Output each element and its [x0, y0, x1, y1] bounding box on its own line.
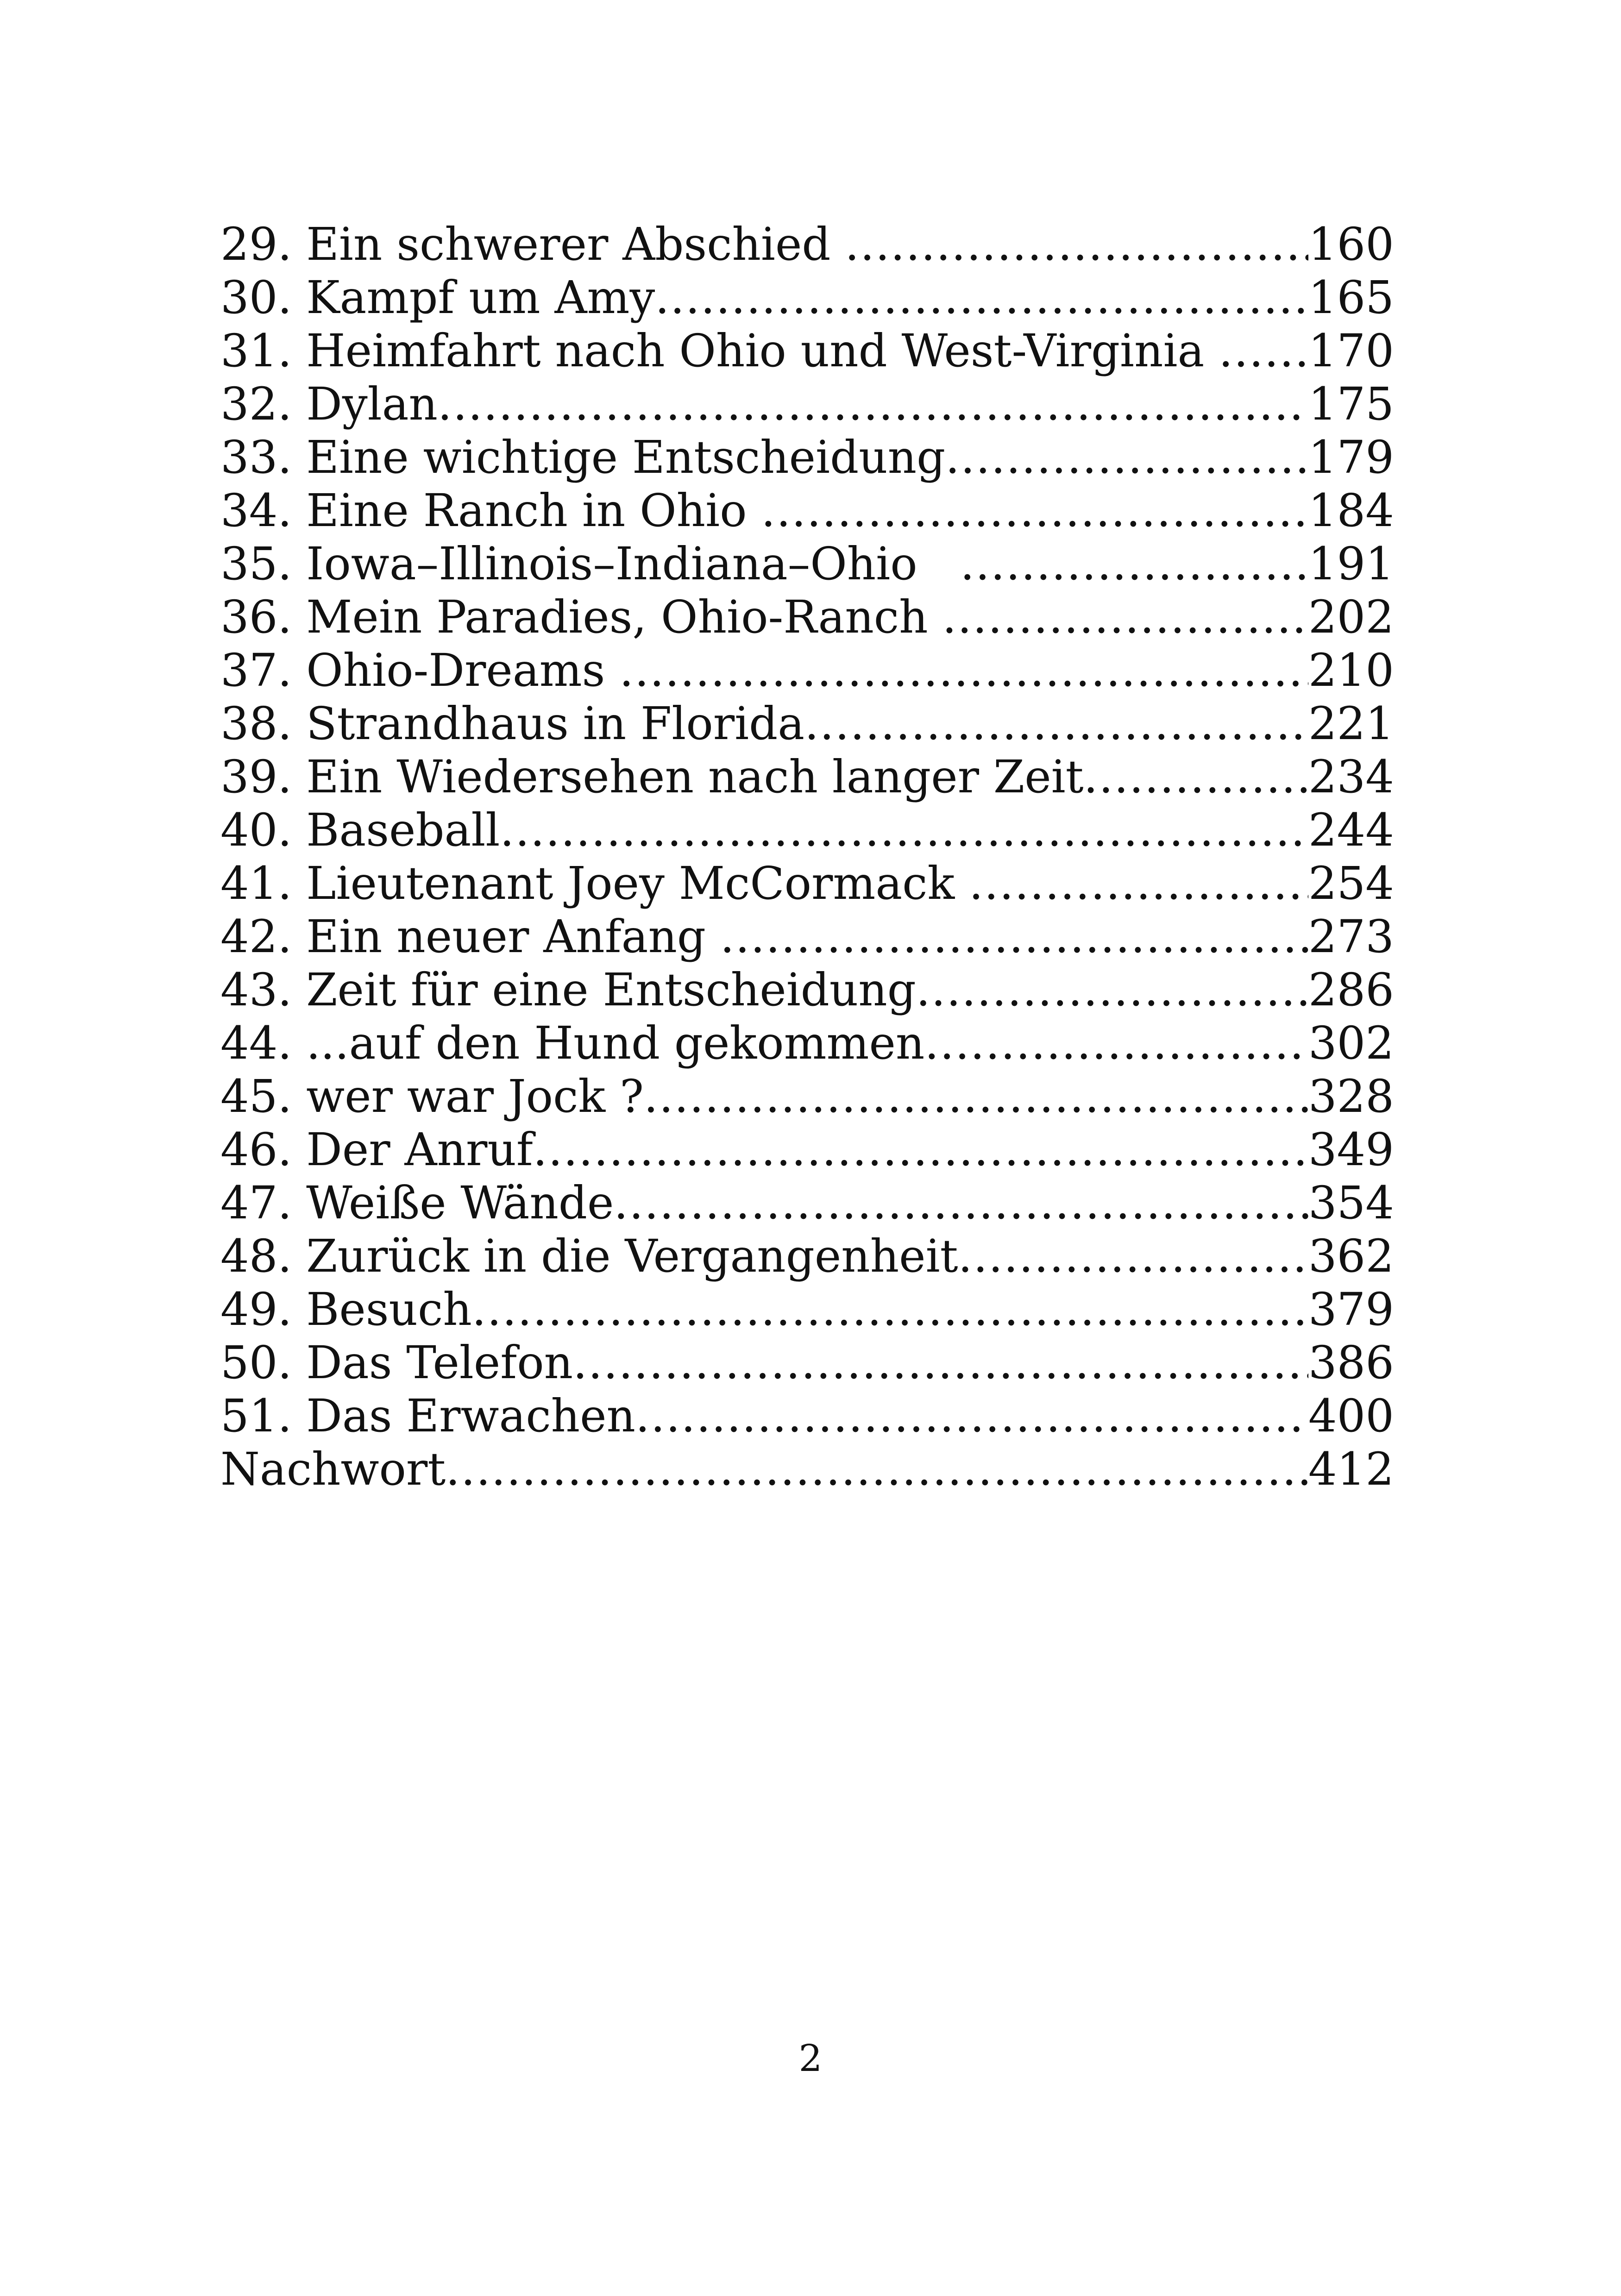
toc-dot-leader	[761, 484, 1308, 537]
toc-entry-page: 184	[1308, 484, 1394, 537]
toc-entry-title: 51. Das Erwachen	[220, 1390, 636, 1442]
toc-dot-leader	[614, 1176, 1308, 1230]
toc-entry-title: 34. Eine Ranch in Ohio	[220, 484, 761, 537]
toc-dot-leader	[969, 857, 1308, 910]
toc-entry-page: 165	[1308, 271, 1394, 324]
toc-dot-leader	[619, 644, 1308, 697]
toc-entry-page: 175	[1308, 378, 1394, 430]
toc-entry-page: 202	[1308, 591, 1394, 643]
toc-entry	[220, 857, 1394, 910]
toc-entry	[220, 590, 1394, 644]
toc-dot-leader	[845, 218, 1308, 271]
toc-dot-leader	[533, 1123, 1308, 1176]
toc-dot-leader	[472, 1283, 1308, 1336]
toc-entry	[220, 1230, 1394, 1283]
toc-entry-title: Nachwort	[220, 1443, 446, 1495]
toc-entry-title: 32. Dylan	[220, 378, 438, 430]
toc-dot-leader	[1084, 750, 1308, 803]
toc-entry	[220, 963, 1394, 1016]
toc-entry-page: 400	[1308, 1390, 1394, 1442]
toc-entry-title: 30. Kampf um Amy	[220, 271, 655, 324]
toc-dot-leader	[958, 1230, 1308, 1283]
toc-entry-title: 44. ...auf den Hund gekommen	[220, 1017, 925, 1069]
toc-dot-leader	[635, 1389, 1308, 1443]
toc-entry-title: 38. Strandhaus in Florida	[220, 697, 805, 750]
toc-dot-leader	[446, 1443, 1308, 1496]
toc-entry-title: 41. Lieutenant Joey McCormack	[220, 857, 969, 910]
toc-entry	[220, 803, 1394, 857]
toc-entry	[220, 910, 1394, 963]
toc-entry	[220, 1016, 1394, 1070]
toc-dot-leader	[500, 803, 1308, 857]
toc-entry-title: 45. wer war Jock ?	[220, 1070, 644, 1123]
toc-dot-leader	[924, 1016, 1308, 1070]
toc-dot-leader	[916, 963, 1308, 1016]
toc-dot-leader	[1219, 324, 1308, 377]
toc-dot-leader	[720, 910, 1308, 963]
toc-entry-title: 36. Mein Paradies, Ohio-Ranch	[220, 591, 942, 643]
toc-entry-title: 31. Heimfahrt nach Ohio und West-Virginia	[220, 325, 1219, 377]
toc-entry	[220, 1443, 1394, 1496]
toc-entry	[220, 218, 1394, 271]
toc-entry-page: 362	[1308, 1230, 1394, 1282]
toc-entry-title: 40. Baseball	[220, 804, 500, 856]
toc-dot-leader	[438, 377, 1308, 431]
toc-entry-page: 234	[1308, 751, 1394, 803]
toc-entry	[220, 1336, 1394, 1389]
toc-entry	[220, 750, 1394, 803]
toc-entry-title: 43. Zeit für eine Entscheidung	[220, 964, 916, 1016]
toc-dot-leader	[942, 590, 1308, 644]
toc-entry-title: 37. Ohio-Dreams	[220, 644, 620, 696]
table-of-contents	[220, 218, 1394, 1496]
toc-entry	[220, 537, 1394, 590]
toc-entry-page: 191	[1308, 538, 1394, 590]
toc-dot-leader	[573, 1336, 1308, 1389]
toc-dot-leader	[960, 537, 1308, 590]
toc-entry-page: 354	[1308, 1177, 1394, 1229]
toc-entry-page: 328	[1308, 1070, 1394, 1123]
toc-entry	[220, 1070, 1394, 1123]
toc-entry-title: 42. Ein neuer Anfang	[220, 910, 720, 963]
toc-entry	[220, 377, 1394, 431]
toc-entry	[220, 1389, 1394, 1443]
toc-entry-title: 50. Das Telefon	[220, 1336, 573, 1389]
toc-entry-page: 273	[1308, 910, 1394, 963]
toc-entry-page: 386	[1308, 1336, 1394, 1389]
toc-entry	[220, 324, 1394, 377]
toc-entry-page: 160	[1308, 218, 1394, 270]
toc-entry-title: 46. Der Anruf	[220, 1123, 533, 1176]
toc-dot-leader	[644, 1070, 1308, 1123]
toc-entry-title: 29. Ein schwerer Abschied	[220, 218, 845, 270]
toc-entry-page: 254	[1308, 857, 1394, 910]
toc-entry-page: 179	[1308, 431, 1394, 483]
toc-entry	[220, 1123, 1394, 1176]
toc-entry-title: 49. Besuch	[220, 1283, 472, 1336]
toc-entry	[220, 271, 1394, 324]
toc-entry-title: 47. Weiße Wände	[220, 1177, 614, 1229]
toc-entry-page: 412	[1308, 1443, 1394, 1495]
toc-entry	[220, 1176, 1394, 1230]
toc-entry-title: 33. Eine wichtige Entscheidung	[220, 431, 946, 483]
toc-entry-page: 286	[1308, 964, 1394, 1016]
toc-entry-page: 349	[1308, 1123, 1394, 1176]
toc-entry	[220, 644, 1394, 697]
toc-entry	[220, 484, 1394, 537]
toc-entry-page: 302	[1308, 1017, 1394, 1069]
toc-dot-leader	[945, 431, 1308, 484]
toc-entry	[220, 431, 1394, 484]
toc-entry-page: 170	[1308, 325, 1394, 377]
toc-entry-page: 244	[1308, 804, 1394, 856]
toc-dot-leader	[655, 271, 1308, 324]
page-number: 2	[798, 2037, 823, 2080]
toc-entry-title: 39. Ein Wiedersehen nach langer Zeit	[220, 751, 1084, 803]
toc-entry	[220, 697, 1394, 750]
toc-entry-page: 379	[1308, 1283, 1394, 1336]
toc-dot-leader	[804, 697, 1308, 750]
toc-entry-page: 210	[1308, 644, 1394, 696]
toc-entry	[220, 1283, 1394, 1336]
toc-entry-page: 221	[1308, 697, 1394, 750]
toc-entry-title: 35. Iowa–Illinois–Indiana–Ohio	[220, 538, 961, 590]
toc-entry-title: 48. Zurück in die Vergangenheit	[220, 1230, 958, 1282]
